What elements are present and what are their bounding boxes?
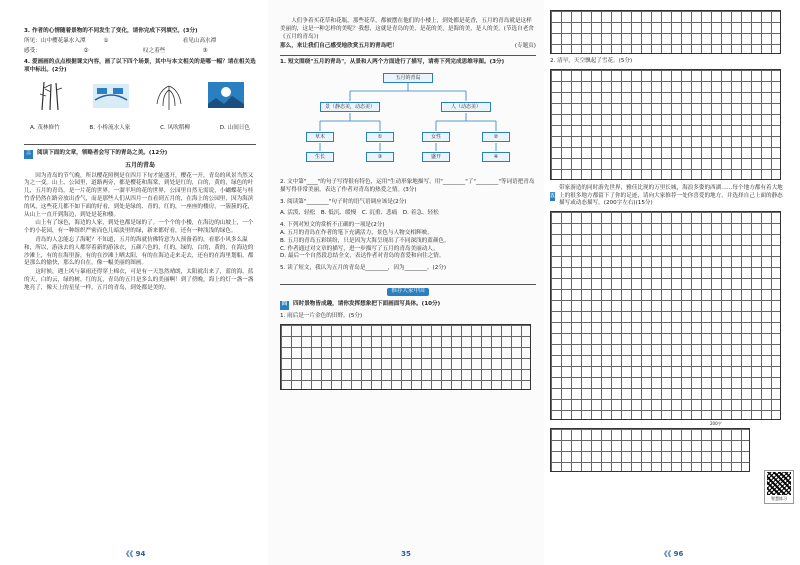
section-4-header: [280, 301, 536, 310]
article-paragraph: 这时候，遇上风与暴雨还得穿上棉衣，可是有一天忽然晴朗，太阳就出来了，蓝的海，蓝的天，白的云，绿的树，红的瓦，青岛的五月是多么的美丽啊！到了傍晚，海上的灯一盏一盏地亮了，像天上的星星一样，五月的青岛，到处都是美的。: [24, 269, 254, 291]
answer-line[interactable]: [280, 277, 536, 285]
mind-map: [280, 71, 536, 176]
mind-node[interactable]: ①: [366, 132, 394, 142]
question-4: [280, 222, 536, 261]
section-badge: 四: [280, 301, 289, 310]
picture-options: [30, 80, 250, 120]
picture-bridge[interactable]: [87, 80, 135, 120]
section-title: 阅读下面的文章，领略者会写下的青岛之美。(12分): [37, 150, 168, 157]
task-text: 那么，来让我们自己感受地欣赏五月的青岛吧！: [280, 43, 398, 50]
article-continued: 人们争着买花草和花瓶，那些花草，都被摆在他们的小楼上，到处都是花香，五月的青岛就是这样美丽的，这是一种怎样的美呢？我想，这就是青岛的美，是花的美，是海的美，是人的美。(节选自老舍《五月的青岛》): [280, 18, 534, 40]
q3-text: 3. 作者的心情随着景物的不同发生了变化，请你完成下列填空。(3分): [24, 28, 198, 34]
option-c: C. 风吹稻柳: [160, 124, 190, 131]
section-badge: 三: [24, 150, 33, 159]
mind-leaf[interactable]: ④: [482, 152, 510, 162]
answer-line[interactable]: [24, 137, 256, 145]
q4-option: A. 五月的青岛在作者的笔下充满活力，景色与人物交相辉映。: [280, 229, 433, 236]
section-title: 带家游造的同时游先世界，雅佳比现的万里长城，海浪多姿的西湖……每个地方都有着大地上的很多地方都留下了你的足迹，请向大家推荐一处你喜爱的地方，并选择自己上面的静态描写或动态描写。(200字左右)(15分): [559, 184, 783, 207]
option-d: D. 山间日色: [219, 124, 250, 131]
question-3-options: A. 活泼、轻松 B. 低沉、缓慢 C. 沉重、悲痛 D. 着急、轻松: [280, 210, 439, 217]
mind-node: 草木: [306, 132, 334, 142]
section-badge: 五: [550, 192, 555, 201]
mind-root: 五月的青岛: [383, 73, 433, 83]
q3-cell: 感受：: [24, 47, 41, 54]
q4-option: D. 最后一个自然段总结全文，表达作者对青岛的喜爱和向往之情。: [280, 253, 445, 260]
picture-sunset[interactable]: [202, 80, 250, 120]
option-b: B. 小桥流水人家: [89, 124, 131, 131]
picture-bamboo[interactable]: [30, 80, 78, 120]
section-5-header: [550, 185, 784, 208]
practice-tag-row: [280, 288, 536, 296]
question-3: 3. 阅读第"________"句子时的语气语调应该是(2分): [280, 198, 407, 205]
question-2: 2. 文中第"____"的句子写得很有特色，运用"生动形象地描写，用"________"了"________"等词语把青岛描写得非常美丽，表达了作者对青岛的热爱之情。(3分): [280, 178, 535, 193]
practice-tag: 推荐大家中国: [387, 288, 429, 296]
q2-text: 2. 清早，天空飘起了雪花。(5分): [550, 58, 633, 64]
q3-cell: ②: [83, 47, 89, 54]
mind-leaf: 盛开: [422, 152, 450, 162]
composition-grid-end[interactable]: [550, 428, 750, 472]
q3-cell: ①: [103, 37, 109, 44]
q4-text: 4. 爱画画的点点根据课文内容，画了以下四个场景，其中与本文相关的是哪一幅？请在相关选项中标出。(2分): [24, 59, 256, 74]
q3-cell: 叹之着些: [143, 47, 166, 54]
mind-right: 人（动态美）: [441, 102, 491, 112]
section-title: 四时景物皆成趣，请你发挥想象把下面画面写具体。(10分): [293, 301, 441, 308]
question-3: [24, 28, 256, 55]
q4-option: B. 五月的青岛五彩缤纷，只是因为大海呈现出了不同深浅的蓝颜色。: [280, 237, 450, 244]
question-5: 5. 读了短文，我认为五月的青岛是________，因为________。(2分): [280, 265, 447, 272]
mind-leaf[interactable]: ③: [366, 152, 394, 162]
q3-cell: 所见：山中樱花暴水入潭: [24, 37, 86, 44]
picture-willow[interactable]: [145, 80, 193, 120]
composition-grid[interactable]: [550, 211, 781, 420]
mind-left: 景（静态美，动态美）: [320, 102, 380, 112]
writing-grid[interactable]: [550, 69, 781, 180]
q6a-text: 1. 雨后是一片金色的田野。(5分): [280, 312, 363, 319]
page-96: [544, 0, 800, 565]
word-count-mark: 200字: [710, 421, 722, 427]
mind-leaf: 生长: [306, 152, 334, 162]
writing-grid[interactable]: [550, 10, 781, 54]
q3-cell: ③: [202, 47, 208, 54]
article-paragraph: 因为青岛的节气晚，所以樱花照例是在四月下旬才能盛开，樱花一开，青岛的风景当然又为之一变。山上、公园里，道路两旁，都是樱花和海棠，到处是红的，白的，黄的，绿色的叶儿，五月的青岛，是一片花的世界。一溜平坦的花的世界，公园里自然无需说，小蝴蝶花与桂竹香仍然在路旁放出香气，而是那些人们从四月一直看到五月的，在海上的公园里，因为海滨的风，这些花儿都不如下面的好看，到处是绿的、青的，红的，一座座的楼房，一簇簇的花，从山上一直开到海边，到处是花和楼。: [24, 172, 254, 218]
mind-node: 女性: [422, 132, 450, 142]
picture-option-labels: [30, 125, 250, 133]
qr-image: [767, 472, 791, 495]
article-paragraph: 山上有了绿色，海边的人家，到处也都是绿的了。一个个的小楼，在海边的山坡上，一个个的小花园，有一种组织严密而色儿暗淡里的绿，新来都好看，还有一种浅浅的绿色。: [24, 220, 254, 235]
writing-grid[interactable]: [280, 324, 531, 390]
q3-row2: [24, 48, 256, 56]
task-row: [280, 43, 536, 51]
option-a: A. 茂林修竹: [30, 124, 60, 131]
qr-label: 智慧练习: [771, 496, 787, 502]
page-95: [268, 0, 544, 565]
question-1: 1. 短文围绕"五月的青岛"，从景和人两个方面进行了描写，请将下列完成思维导图。(3分): [280, 59, 505, 66]
page-number: 35: [401, 550, 411, 559]
q3-cell: 看见山高水潭: [182, 37, 217, 44]
page-number: 《《 94: [122, 550, 146, 559]
qr-code[interactable]: [764, 470, 794, 504]
mind-node[interactable]: ②: [482, 132, 510, 142]
q3-row: [24, 38, 256, 46]
page-number: 《《 96: [660, 550, 684, 559]
q4-option: C. 作者通过对文章的描写，进一步描写了五月的青岛美丽动人。: [280, 245, 439, 252]
article-title: 五月的青岛: [124, 161, 155, 169]
question-4: [24, 59, 256, 75]
article-paragraph: 青岛的人怎能忘了海呢？不知道，五月的海就仿佛特意为人预备着的，看那小风多么温和，所以，游泳去的人都穿着新的游泳衣，五颜六色的，红的，绿的，白的，黄的，在海边的沙滩上，有的在海里游，有的在沙滩上晒太阳，有的在海边走来走去，还有的在海里划船，都是那么的愉快，那么的自在，像一幅美丽的图画。: [24, 236, 254, 267]
section-3-header: [24, 150, 256, 159]
q4-text: 4. 下列对短文的赏析不正确的一项是(2分): [280, 222, 385, 229]
task-tag: (专题页): [514, 43, 536, 50]
divider: [280, 54, 536, 56]
page-94: [0, 0, 268, 565]
